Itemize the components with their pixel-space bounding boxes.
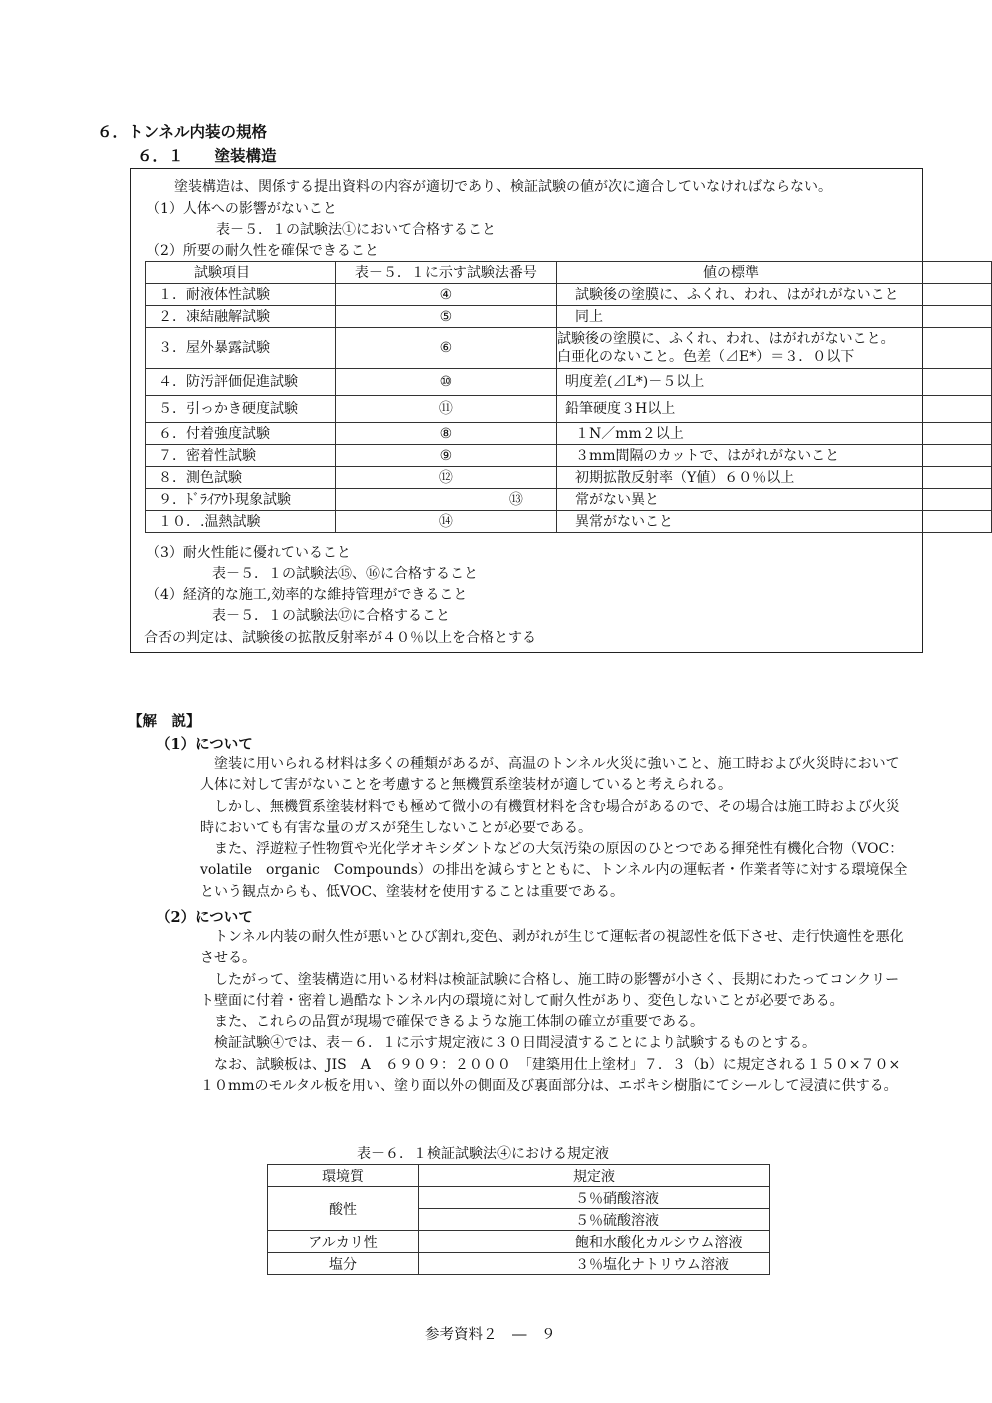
requirement-4-detail: 表－５．１の試験法⑰に合格すること bbox=[212, 608, 450, 624]
test-standard-line-2: 白亜化のないこと。色差（⊿E*）＝３．０以下 bbox=[556, 349, 855, 365]
requirement-2: （2）所要の耐久性を確保できること bbox=[146, 243, 379, 259]
header-test-number: 表－５．１に示す試験法番号 bbox=[335, 262, 556, 284]
test-number: ⑨ bbox=[335, 445, 556, 467]
table-row bbox=[146, 489, 992, 511]
environment-cell: 酸性 bbox=[268, 1187, 419, 1231]
test-item: ９．ﾄﾞﾗｲｱｳﾄ現象試験 bbox=[146, 489, 336, 511]
test-item: ５．引っかき硬度試験 bbox=[146, 396, 336, 423]
test-standard: 試験後の塗膜に、ふくれ、われ、はがれがないこと bbox=[556, 284, 991, 306]
paragraph: 塗装に用いられる材料は多くの種類があるが、高温のトンネル火災に強いこと、施工時および火災時において人体に対して害がないことを考慮すると無機質系塗装材が適していると考えられる。 bbox=[200, 756, 900, 794]
table-row bbox=[268, 1187, 770, 1209]
commentary-sub2: （2）について bbox=[156, 909, 253, 926]
environment-cell: アルカリ性 bbox=[268, 1231, 419, 1253]
test-item: １０．.温熱試験 bbox=[146, 511, 336, 533]
environment-cell: 塩分 bbox=[268, 1253, 419, 1275]
liquid-cell: ５％硝酸溶液 bbox=[419, 1187, 770, 1209]
paragraph: 検証試験④では、表－６．１に示す規定液に３０日間浸漬することにより試験するものとする。 bbox=[214, 1035, 816, 1052]
paragraph: なお、試験板は、JIS A ６９０９：２０００ 「建築用仕上塗材」７．３（b）に規定される１５０×７０×１０mmのモルタル板を用い、塗り面以外の側面及び裏面部分は、エポキシ樹脂にてシールして浸漬に供する。 bbox=[200, 1056, 901, 1095]
commentary-sub1: （1）について bbox=[156, 736, 253, 753]
test-standard: 同上 bbox=[556, 306, 991, 328]
header-standard: 値の標準 bbox=[556, 262, 991, 284]
test-item: ８．測色試験 bbox=[146, 467, 336, 489]
liquid-cell: ３％塩化ナトリウム溶液 bbox=[419, 1253, 770, 1275]
paragraph: また、これらの品質が現場で確保できるような施工体制の確立が重要である。 bbox=[214, 1014, 704, 1031]
test-number: ⑪ bbox=[335, 396, 556, 423]
test-number: ⑩ bbox=[335, 369, 556, 396]
judgment-text: 合否の判定は、試験後の拡散反射率が４０％以上を合格とする bbox=[144, 630, 536, 646]
test-item: １．耐液体性試験 bbox=[146, 284, 336, 306]
liquid-table-caption: 表－６．１検証試験法④における規定液 bbox=[357, 1146, 609, 1162]
test-standard: 明度差(⊿L*)－５以上 bbox=[556, 369, 991, 396]
table-row bbox=[146, 423, 992, 445]
header-test-item: 試験項目 bbox=[146, 262, 336, 284]
test-number: ⑤ bbox=[335, 306, 556, 328]
requirement-3-detail: 表－５．１の試験法⑮、⑯に合格すること bbox=[212, 566, 478, 582]
table-header-row bbox=[146, 262, 992, 284]
commentary-title: 【解 説】 bbox=[128, 713, 201, 730]
test-number: ⑧ bbox=[335, 423, 556, 445]
liquid-cell: ５％硫酸溶液 bbox=[419, 1209, 770, 1231]
test-standards-table bbox=[145, 261, 992, 533]
page-number: 参考資料２ ― ９ bbox=[425, 1327, 556, 1343]
header-environment: 環境質 bbox=[268, 1165, 419, 1187]
liquid-table bbox=[267, 1164, 770, 1275]
test-standard: １N／mm２以上 bbox=[556, 423, 991, 445]
table-row bbox=[146, 284, 992, 306]
test-number: ⑥ bbox=[335, 328, 556, 369]
header-liquid: 規定液 bbox=[419, 1165, 770, 1187]
table-row bbox=[146, 328, 992, 369]
test-standard bbox=[556, 328, 991, 369]
table-row bbox=[146, 511, 992, 533]
table-row bbox=[268, 1231, 770, 1253]
test-item: ７．密着性試験 bbox=[146, 445, 336, 467]
test-standard: 鉛筆硬度３H以上 bbox=[556, 396, 991, 423]
table-row bbox=[146, 396, 992, 423]
section-heading: ６．トンネル内装の規格 bbox=[97, 122, 268, 141]
test-item: ３．屋外暴露試験 bbox=[146, 328, 336, 369]
table-row bbox=[146, 445, 992, 467]
test-standard: 常がない異と bbox=[556, 489, 991, 511]
table-row bbox=[146, 467, 992, 489]
test-standard: ３mm間隔のカットで、はがれがないこと bbox=[556, 445, 991, 467]
test-number: ⑬ bbox=[335, 489, 556, 511]
requirement-1: （1）人体への影響がないこと bbox=[146, 201, 337, 217]
test-standard: 初期拡散反射率（Y値）６０％以上 bbox=[556, 467, 991, 489]
paragraph: したがって、塗装構造に用いる材料は検証試験に合格し、施工時の影響が小さく、長期にわたってコンクリート壁面に付着・密着し過酷なトンネル内の環境に対して耐久性があり、変色しないことが必要である。 bbox=[200, 971, 900, 1009]
commentary-sub2-body bbox=[200, 927, 910, 1097]
test-standard-line-1: 試験後の塗膜に、ふくれ、われ、はがれがないこと。 bbox=[556, 331, 895, 347]
test-item: ４．防汚評価促進試験 bbox=[146, 369, 336, 396]
table-row bbox=[146, 306, 992, 328]
paragraph: トンネル内装の耐久性が悪いとひび割れ,変色、剥がれが生じて運転者の視認性を低下させ、走行快適性を悪化させる。 bbox=[200, 929, 904, 967]
requirement-4: （4）経済的な施工,効率的な維持管理ができること bbox=[146, 587, 468, 603]
requirement-1-detail: 表－５．１の試験法①において合格すること bbox=[216, 222, 496, 238]
paragraph: しかし、無機質系塗装材料でも極めて微小の有機質材料を含む場合があるので、その場合は施工時および火災時においても有害な量のガスが発生しないことが必要である。 bbox=[200, 798, 900, 836]
table-header-row bbox=[268, 1165, 770, 1187]
test-number: ④ bbox=[335, 284, 556, 306]
box-intro: 塗装構造は、関係する提出資料の内容が適切であり、検証試験の値が次に適合していなければならない。 bbox=[174, 179, 832, 195]
table-row bbox=[146, 369, 992, 396]
subsection-heading: ６．１ 塗装構造 bbox=[137, 146, 277, 165]
test-number: ⑭ bbox=[335, 511, 556, 533]
commentary-sub1-body bbox=[200, 754, 910, 903]
test-number: ⑫ bbox=[335, 467, 556, 489]
paragraph: また、浮遊粒子性物質や光化学オキシダントなどの大気汚染の原因のひとつである揮発性有機化合物（VOC：volatile organic Compounds）の排出を減らすとともに、トンネル内の運転者・作業者等に対する環境保全という観点からも、低VOC、塗装材を使用することは重要である。 bbox=[200, 841, 908, 900]
liquid-cell: 飽和水酸化カルシウム溶液 bbox=[419, 1231, 770, 1253]
test-item: ６．付着強度試験 bbox=[146, 423, 336, 445]
table-row bbox=[268, 1253, 770, 1275]
requirement-3: （3）耐火性能に優れていること bbox=[146, 545, 351, 561]
test-standard: 異常がないこと bbox=[556, 511, 991, 533]
test-item: ２．凍結融解試験 bbox=[146, 306, 336, 328]
